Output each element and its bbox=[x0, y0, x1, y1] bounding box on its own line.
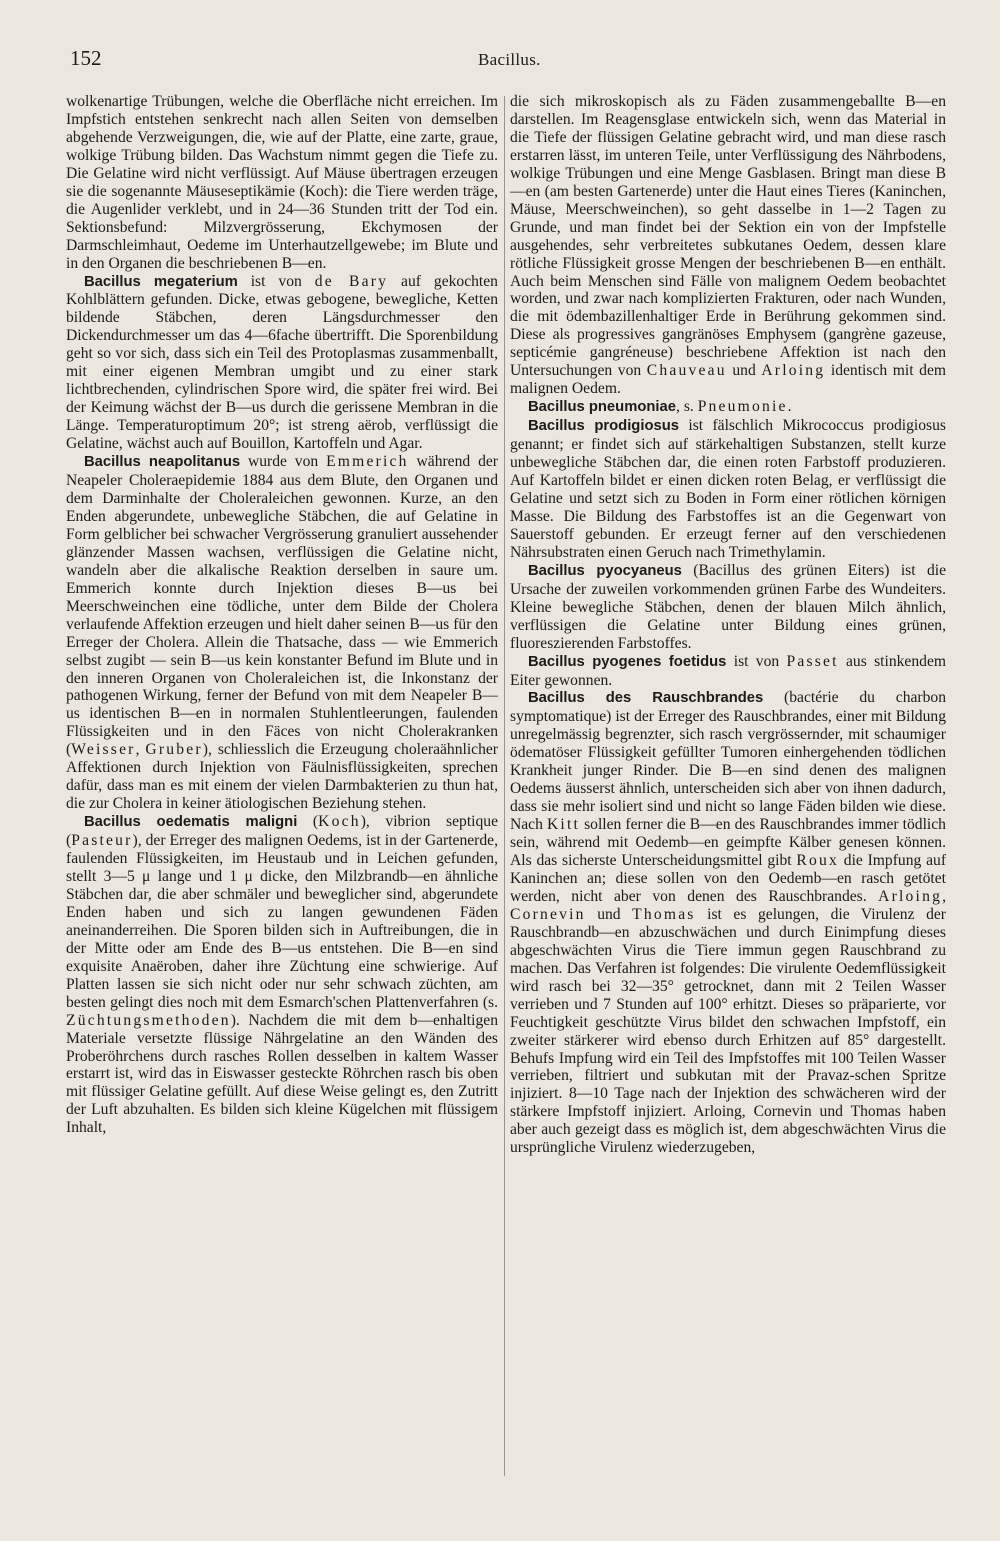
text-run: ). Nachdem die mit dem b—enhaltigen Materiale versetzte flüssige Nährgelatine an den Wänden des Proberöhrchens durch rasches Rollen desselben in kaltem Wasser erstarrt ist, wird das in Eiswasser gesteckte Röhrchen rasch bis oben mit flüssiger Gelatine gefüllt. Auf diese Weise gelingt es, den Zutritt der Luft abzuhalten. Es bilden sich kleine Kügelchen mit flüssigem Inhalt, bbox=[66, 1011, 498, 1137]
paragraph bbox=[66, 273, 498, 454]
entry-headword: Bacillus megaterium bbox=[84, 273, 238, 290]
paragraph bbox=[510, 417, 946, 562]
text-run: ist von bbox=[237, 272, 315, 290]
text-run: und bbox=[585, 905, 633, 923]
text-run: identisch mit dem malignen Oedem. bbox=[510, 362, 947, 398]
spaced-name: Pneumonie bbox=[697, 398, 788, 416]
entry-headword: Bacillus des Rauschbrandes bbox=[528, 690, 764, 707]
spaced-name: Koch bbox=[318, 813, 361, 831]
spaced-name: Chauveau bbox=[646, 362, 727, 380]
paragraph bbox=[510, 93, 946, 398]
spaced-name: Emmerich bbox=[326, 453, 409, 471]
spaced-name: Arloing bbox=[761, 362, 826, 380]
right-column bbox=[510, 93, 946, 1157]
column-divider bbox=[504, 96, 505, 1476]
entry-headword: Bacillus prodigiosus bbox=[528, 418, 679, 435]
text-run: während der Neapeler Choleraepidemie 1884 aus dem Blute, den Organen und dem Darminhalte der Choleraleichen gewonnen. Kurze, an den Enden abgerundete, unbewegliche Stäbchen, die auf Gelatine in Form gelblicher bei schwacher Vergrösserung granuliert aussehender glänzender Massen wachsen, verflüssigen die Gelatine nicht, wandeln aber die alkalische Reaktion derselben in saure um. Emmerich konnte durch Injektion dieses B—us bei Meerschweinchen eine tödliche, unter dem Bilde der Cholera verlaufende Affektion erzeugen und hielt daher seinen B—us für den Erreger der Cholera. Allein die Thatsache, dass — wie Emmerich selbst zugibt — sein B—us kein konstanter Befund im Blute und in den inneren Organen von Choleraleichen ist, die Inkonstanz der pathogenen Wirkung, ferner der Befund von mit dem Neapeler B—us identischen B—en in normalen Stuhlentleerungen, faulenden Flüssigkeiten und in den Fäces von nicht Cholerakranken ( bbox=[66, 453, 498, 759]
text-run: , s. bbox=[676, 398, 698, 416]
text-run: wurde von bbox=[240, 453, 327, 471]
entry-headword: Bacillus pyocyaneus bbox=[528, 562, 682, 579]
text-run: ( bbox=[297, 813, 319, 831]
paragraph bbox=[510, 562, 946, 653]
running-title: Bacillus. bbox=[478, 50, 541, 69]
entry-headword: Bacillus neapolitanus bbox=[84, 454, 241, 471]
entry-headword: Bacillus pyogenes foetidus bbox=[528, 653, 727, 670]
spaced-name: Passet bbox=[786, 652, 839, 670]
text-run: auf gekochten Kohlblättern gefunden. Dicke, etwas gebogene, bewegliche, Ketten bildende Stäbchen, deren Längsdurchmesser den Dickendurchmesser um das 4—6fache übertrifft. Die Sporenbildung geht so vor sich, dass sich ein Teil des Protoplasmas zusammenballt, mit einer eigenen Membran umgibt und zu einer stark lichtbrechenden, cylindrischen Spore wird, die später frei wird. Bei der Keimung wächst der B—us durch die gerissene Membran in die Länge. Temperaturoptimum 20°; ist streng aërob, verflüssigt die Gelatine, wächst auch auf Bouillon, Kartoffeln und Agar. bbox=[66, 272, 498, 453]
entry-headword: Bacillus oedematis maligni bbox=[84, 814, 298, 831]
text-run: wolkenartige Trübungen, welche die Oberfläche nicht erreichen. Im Impfstich entstehen senkrecht nach allen Seiten von demselben abgehende Verzweigungen, die, wie auf der Platte, eine zarte, graue, wolkige Trübung bilden. Das Wachstum nimmt gegen die Tiefe zu. Die Gelatine wird nicht verflüssigt. Auf Mäuse übertragen erzeugen sie die sogenannte Mäuseseptikämie (Koch): die Tiere werden träge, die Augenlider verklebt, und in 24—36 Stunden tritt der Tod ein. Sektionsbefund: Milzvergrösserung, Ekchymosen der Darmschleimhaut, Oedeme im Unterhautzellgewebe; im Blute und in den Organen die beschriebenen B—en. bbox=[66, 93, 498, 272]
text-run: aus stinkendem Eiter gewonnen. bbox=[510, 652, 946, 689]
text-run: sollen ferner die B—en des Rauschbrandes immer tödlich sein, während mit Oedemb—en geimpfte Kälber genesen können. Als das sicherste Unterscheidungsmittel gibt bbox=[510, 816, 946, 870]
spaced-name: Kitt bbox=[546, 816, 581, 834]
text-run: , bbox=[135, 741, 146, 759]
paragraph bbox=[66, 453, 498, 813]
paragraph bbox=[510, 689, 946, 1157]
spaced-name: Arloing bbox=[878, 887, 943, 905]
left-column bbox=[66, 93, 498, 1137]
text-run: . bbox=[787, 398, 792, 416]
spaced-name: Gruber bbox=[145, 741, 203, 759]
paragraph bbox=[66, 813, 498, 1137]
spaced-name: Cornevin bbox=[510, 905, 586, 923]
spaced-name: Züchtungsmethoden bbox=[66, 1011, 231, 1029]
text-run: (Bacillus des grünen Eiters) ist die Ursache der zuweilen vorkommenden grünen Farbe des Wundeiters. Kleine bewegliche Stäbchen, denen der blauen Milch ähnlich, verflüssigen die Gelatine unter Bildung eines grünen, fluoreszierenden Farbstoffes. bbox=[510, 561, 946, 652]
text-run: ist von bbox=[726, 652, 787, 670]
text-run: die sich mikroskopisch als zu Fäden zusammengeballte B—en darstellen. Im Reagensglase entwickeln sich, wenn das Material in die Tiefe der flüssigen Gelatine gebracht wird, und man diese rasch erstarren lässt, im unteren Teile, unter Verflüssigung des Nährbodens, wolkige Trübungen und eine Menge Gasblasen. Bringt man diese B—en (am besten Gartenerde) unter die Haut eines Tieres (Kaninchen, Mäuse, Meerschweinchen), so geht dasselbe in 1—2 Tagen zu Grunde, und man findet bei der Sektion ein von der Impfstelle ausgehendes, sehr verbreitetes subkutanes Oedem, dessen klare rötliche Flüssigkeit grosse Mengen der beschriebenen B—en enthält. Auch beim Menschen sind Fälle von malignem Oedem beobachtet worden, und zwar nach komplizierten Frakturen, oder nach Wunden, die mit ödembazillenhaltiger Erde in Berührung gekommen sind. Diese als progressives gangränöses Emphysem (gangrène gazeuse, septicémie gangréneuse) beschriebene Affektion ist nach den Untersuchungen von bbox=[510, 93, 946, 380]
page-number: 152 bbox=[70, 46, 102, 70]
text-run: ist fälschlich Mikrococcus prodigiosus genannt; er findet sich auf stärkehaltigen Substanzen, stellt kurze unbewegliche Stäbchen dar, die einen roten Farbstoff produzieren. Auf Kartoffeln bildet er einen dicken roten Belag, er verflüssigt die Gelatine und setzt sich zu Boden in Form einer rötlichen körnigen Masse. Die Bildung des Farbstoffes ist an die Gegenwart von Sauerstoff gebunden. Er erzeugt ferner auf den verschiedenen Nährsubstraten einen Geruch nach Trimethylamin. bbox=[510, 417, 946, 561]
text-run: , bbox=[942, 887, 946, 905]
paragraph bbox=[510, 398, 946, 417]
entry-headword: Bacillus pneumoniae bbox=[528, 399, 677, 416]
text-run: ist es gelungen, die Virulenz der Rauschbrandb—en abzuschwächen und durch Einimpfung dieses abgeschwächten Virus die Tiere immun gegen Rauschbrand zu machen. Das Verfahren ist folgendes: Die virulente Oedemflüssigkeit wird rasch bei 32—35° getrocknet, dann mit 2 Teilen Wasser verrieben und 7 Stunden auf 100° erhitzt. Dieses so präparierte, vor Feuchtigkeit geschützte Virus bildet den schwachen Impfstoff, ein zweiter stärkerer wird ebenso durch Erhitzen auf 85° dargestellt. Behufs Impfung wird ein Teil des Impfstoffes mit 100 Teilen Wasser verrieben, filtriert und subkutan mit der Pravaz-schen Spritze injiziert. 8—10 Tage nach der Injektion des schwächeren wird der stärkere Impfstoff injiziert. Arloing, Cornevin und Thomas haben aber auch gezeigt dass es möglich ist, dem abgeschwächten Virus die ursprüngliche Virulenz wiederzugeben, bbox=[510, 905, 946, 1157]
spaced-name: Pasteur bbox=[71, 832, 133, 850]
text-run: ), der Erreger des malignen Oedems, ist in der Gartenerde, faulenden Flüssigkeiten, im Heustaub und in Leichen gefunden, stellt 3—5 μ lange und 1 μ dicke, den Milzbrandb—en ähnliche Stäbchen dar, die aber schmäler und beweglicher sind, abgerundete Enden haben und sich zu langen gewundenen Fäden aneinanderreihen. Die Sporen bilden sich in Auftreibungen, die in der Mitte oder am Ende des B—us entstehen. Die B—en sind exquisite Anaëroben, daher ihre Züchtung eine schwierige. Auf Platten lassen sie sich nicht oder nur sehr schwach züchten, am besten gelingt dies noch mit dem Esmarch'schen Plattenverfahren (s. bbox=[66, 832, 498, 1011]
spaced-name: Thomas bbox=[632, 905, 696, 923]
paragraph bbox=[66, 93, 498, 273]
paragraph bbox=[510, 653, 946, 690]
spaced-name: Weisser bbox=[71, 741, 136, 759]
spaced-name: Roux bbox=[796, 852, 839, 870]
text-run: ), vibrion septique ( bbox=[66, 813, 498, 850]
text-run: ), schliesslich die Erzeugung choleraähnlicher Affektionen durch Injektion von Fäulnisflüssigkeiten, sprechen dafür, dass man es mit einem der vielen Darmbakterien zu thun hat, die zur Cholera in keiner ätiologischen Beziehung stehen. bbox=[66, 741, 499, 813]
spaced-name: de Bary bbox=[314, 272, 389, 290]
text-run: die Impfung auf Kaninchen an; diese sollen von den Oedemb—en rasch getötet werden, nicht aber von denen des Rauschbrandes. bbox=[510, 852, 947, 905]
text-run: und bbox=[726, 362, 762, 380]
text-run: (bactérie du charbon symptomatique) ist der Erreger des Rauschbrandes, einer mit Bildung unregelmässig begrenzter, sich rasch vergrössernder, mit schaumiger ödematöser Flüssigkeit gefüllter Tumoren einhergehenden tödlichen Krankheit junger Rinder. Die B—en sind denen des malignen Oedems äusserst ähnlich, unterscheiden sich aber von ihnen dadurch, dass sie mehr isoliert sind und nicht so lange Fäden bilden wie diese. Nach bbox=[510, 689, 946, 834]
